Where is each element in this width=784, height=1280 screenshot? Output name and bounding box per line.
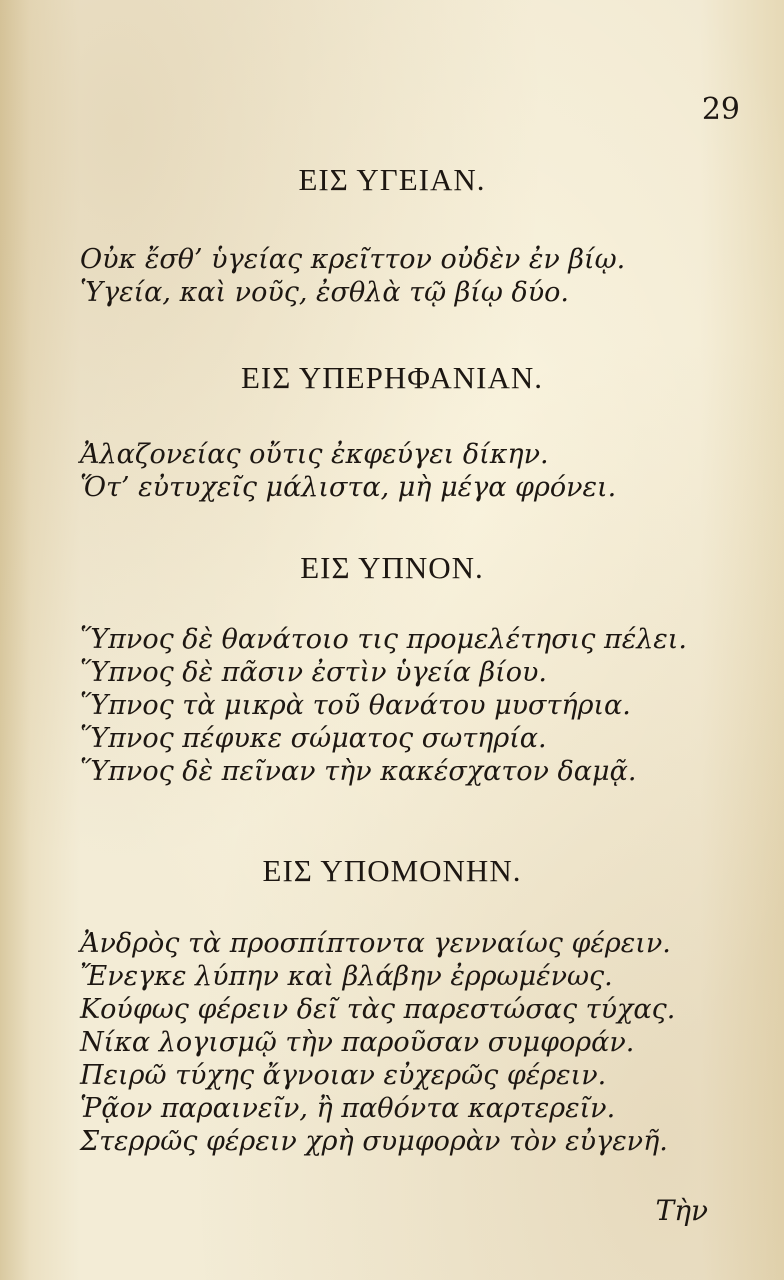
verse-line: Ὕπνος πέφυκε σώματος σωτηρία. — [80, 723, 547, 754]
section-lines-arrogance — [80, 438, 616, 504]
section-lines-sleep — [80, 623, 687, 788]
verse-line: Ὕπνος τὰ μικρὰ τοῦ θανάτου μυστήρια. — [80, 690, 631, 721]
section-heading-health: ΕΙΣ ΥΓΕΙΑΝ. — [298, 162, 486, 197]
verse-line: Ἀλαζονείας οὔτις ἐκφεύγει δίκην. — [80, 439, 549, 470]
section-heading-arrogance: ΕΙΣ ΥΠΕΡΗΦΑΝΙΑΝ. — [240, 360, 544, 395]
verse-line: Νίκα λογισμῷ τὴν παροῦσαν συμφοράν. — [80, 1027, 635, 1058]
verse-line: Ὕπνος δὲ θανάτοιο τις προμελέτησις πέλει. — [80, 624, 687, 655]
catchword: Τὴν — [655, 1194, 708, 1227]
verse-line: Κούφως φέρειν δεῖ τὰς παρεστώσας τύχας. — [80, 994, 676, 1025]
page-number: 29 — [701, 92, 740, 127]
section-lines-health — [80, 243, 625, 309]
section-heading-patience: ΕΙΣ ΥΠΟΜΟΝΗΝ. — [262, 853, 522, 888]
verse-line: Ὕπνος δὲ πεῖναν τὴν κακέσχατον δαμᾷ. — [80, 756, 637, 787]
section-heading-sleep: ΕΙΣ ΥΠΝΟΝ. — [300, 550, 484, 585]
verse-line: Ἀνδρὸς τὰ προσπίπτοντα γενναίως φέρειν. — [80, 928, 671, 959]
verse-line: Ἔνεγκε λύπην καὶ βλάβην ἐρρωμένως. — [80, 961, 613, 992]
verse-line: Οὐκ ἔσθ’ ὑγείας κρεῖττον οὐδὲν ἐν βίῳ. — [80, 244, 626, 275]
verse-line: Ὅτ’ εὐτυχεῖς μάλιστα, μὴ μέγα φρόνει. — [80, 472, 617, 503]
verse-line: Πειρῶ τύχης ἄγνοιαν εὐχερῶς φέρειν. — [80, 1060, 607, 1091]
verse-line: Ὑγεία, καὶ νοῦς, ἐσθλὰ τῷ βίῳ δύο. — [80, 277, 569, 308]
verse-line: Ῥᾷον παραινεῖν, ἢ παθόντα καρτερεῖν. — [80, 1093, 616, 1124]
verse-line: Στερρῶς φέρειν χρὴ συμφορὰν τὸν εὐγενῆ. — [80, 1126, 668, 1157]
verse-line: Ὕπνος δὲ πᾶσιν ἐστὶν ὑγεία βίου. — [80, 657, 547, 688]
section-lines-patience — [80, 927, 675, 1158]
